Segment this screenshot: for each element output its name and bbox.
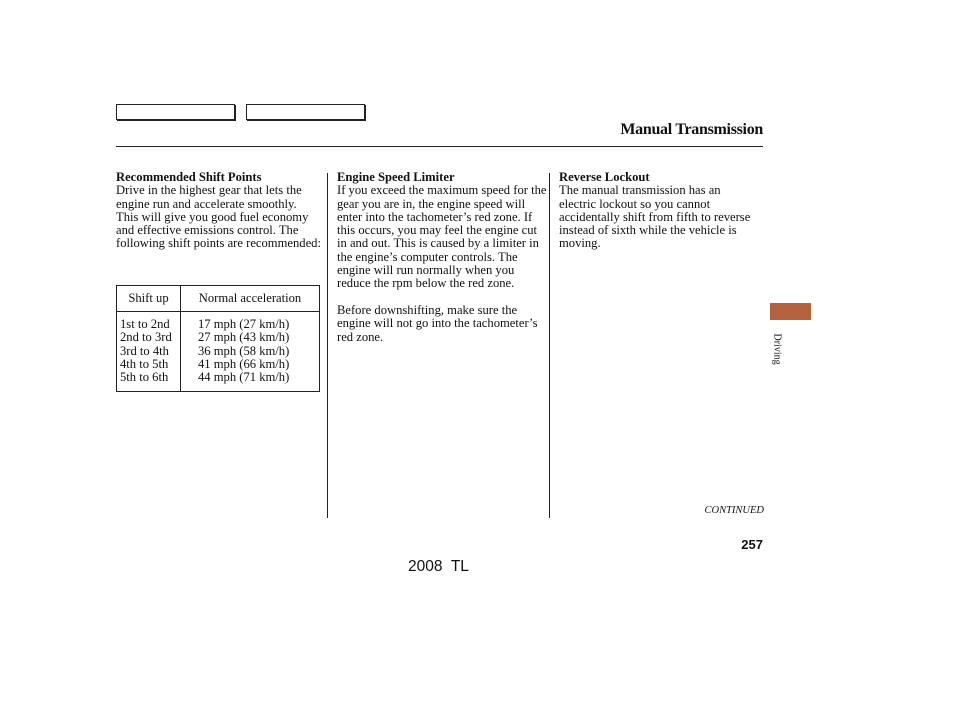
speed-limiter-body: If you exceed the maximum speed for the gear you are in, the engine speed will enter into the tachometer’s red zone. If this occurs, you may feel the engine cut in and out. This is caused by a limiter in the engine’s computer controls. The engine will run normally when you reduce the rpm below the red zone.	[337, 183, 547, 291]
reverse-lockout-heading: Reverse Lockout	[559, 170, 650, 184]
nav-button-left[interactable]	[116, 104, 235, 120]
table-speed-column	[198, 318, 316, 384]
page-number: 257	[741, 537, 763, 552]
column-speed-limiter	[337, 171, 549, 344]
table-header-shift-up: Shift up	[128, 291, 169, 305]
section-tab-label: Driving	[771, 333, 783, 365]
table-cell-speed: 17 mph (27 km/h)	[198, 317, 290, 331]
shift-points-body: Drive in the highest gear that lets the engine run and accelerate smoothly. This will give you good fuel economy and effective emissions control. The following shift points are recommended:	[116, 183, 321, 251]
shift-points-heading: Recommended Shift Points	[116, 170, 262, 184]
table-cell-shift: 3rd to 4th	[120, 343, 169, 358]
title-divider	[116, 146, 763, 147]
column-divider	[327, 173, 328, 518]
table-cell-shift: 5th to 6th	[120, 370, 169, 385]
section-tab-marker	[770, 303, 811, 320]
downshift-note: Before downshifting, make sure the engine will not go into the tachometer’s red zone.	[337, 302, 538, 344]
continued-label: CONTINUED	[704, 505, 764, 516]
table-cell-speed: 41 mph (66 km/h)	[198, 356, 290, 371]
table-cell-shift: 4th to 5th	[120, 356, 169, 371]
footer-model: 2008 TL	[408, 558, 469, 575]
shift-points-table	[116, 285, 320, 392]
table-cell-shift: 1st to 2nd	[120, 317, 170, 331]
table-cell-speed: 44 mph (71 km/h)	[198, 370, 290, 385]
table-cell-shift: 2nd to 3rd	[120, 330, 172, 345]
speed-limiter-heading: Engine Speed Limiter	[337, 170, 455, 184]
table-cell-speed: 36 mph (58 km/h)	[198, 343, 290, 358]
column-divider	[549, 173, 550, 518]
reverse-lockout-body: The manual transmission has an electric lockout so you cannot accidentally shift from fifth to reverse instead of sixth while the vehicle is moving.	[559, 183, 751, 251]
table-header-normal-acceleration: Normal acceleration	[198, 291, 302, 305]
column-reverse-lockout	[559, 171, 759, 251]
table-cell-speed: 27 mph (43 km/h)	[198, 330, 290, 345]
page-title: Manual Transmission	[620, 121, 763, 138]
table-shift-column	[120, 318, 178, 384]
nav-button-right[interactable]	[246, 104, 365, 120]
column-shift-points	[116, 171, 321, 251]
table-header-divider	[117, 311, 319, 312]
